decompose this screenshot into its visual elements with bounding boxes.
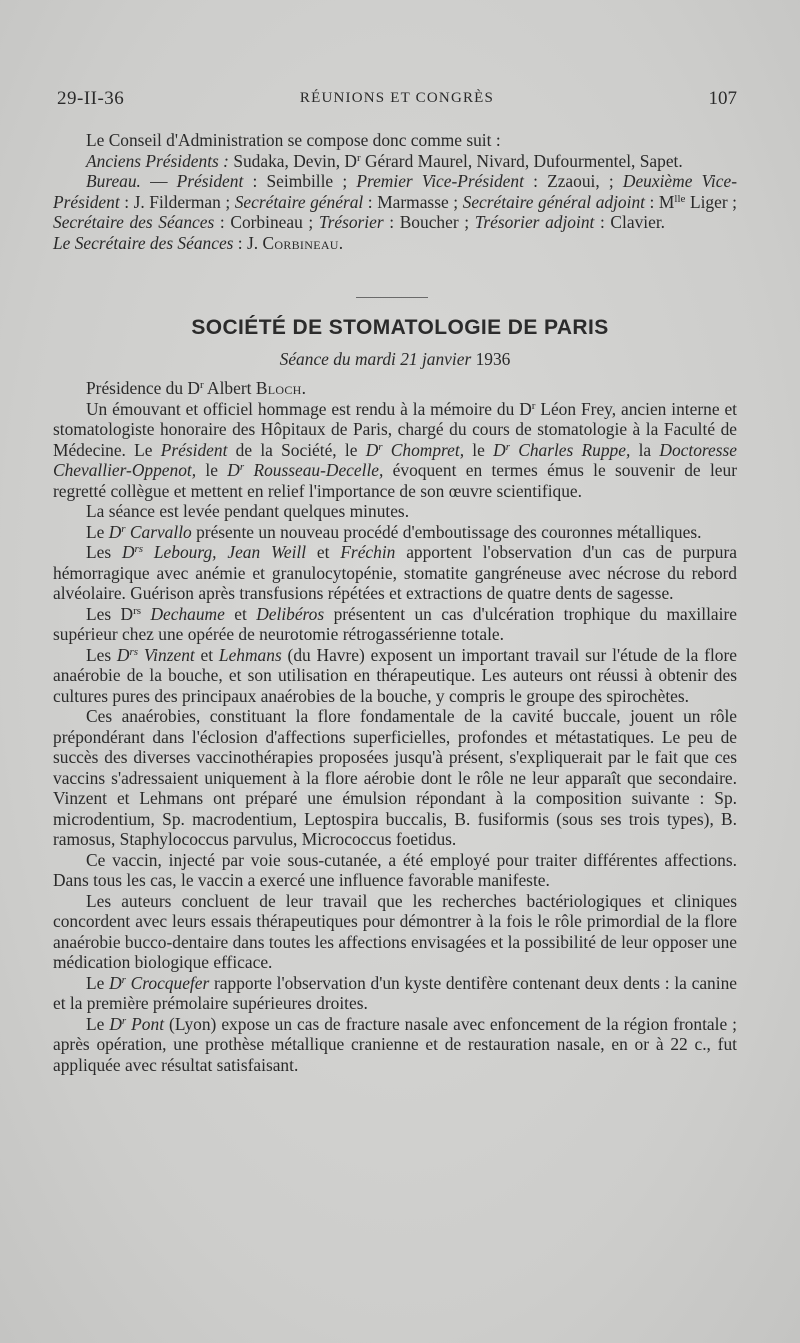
p6-name1: Vinzent xyxy=(138,644,195,665)
p1-ruppe-group xyxy=(493,440,630,460)
p1-chompret-group xyxy=(366,440,464,460)
sg-label: Secrétaire général xyxy=(234,191,364,212)
p5-b: présentent un cas d'ulcération trophique du maxillaire supérieur chez une opérée de neurotomie rétrogassérienne totale. xyxy=(53,603,737,644)
seance-block xyxy=(53,378,737,1075)
p5-et: et xyxy=(224,603,257,624)
sga-sup: lle xyxy=(674,192,686,205)
p1-pres: Président xyxy=(160,439,228,460)
bureau xyxy=(53,171,737,253)
p5-sup: rs xyxy=(133,604,142,617)
p3-b: présente un nouveau procédé d'emboutissage des couronnes métalliques. xyxy=(191,521,702,542)
p6-b: (du Havre) exposent un important travail sur l'étude de la flore anaérobie de la bouche, et son utilisation en thérapeutique. Les auteurs ont réussi à obtenir des cultures pures des principaux anaérobies de la bouche, y compris le groupe des spirochètes. xyxy=(53,644,737,706)
p4-name-group xyxy=(122,542,306,562)
sg-value: : Marmasse ; xyxy=(363,191,463,212)
paragraph-conclusion: Les auteurs concluent de leur travail que les recherches bactériologiques et cliniques concordent avec leurs essais thérapeutiques pour démontrer à la fois le rôle primordial de la flore anaérobie bucco-dentaire dans toutes les affections envisagées et la possibilité de leur opposer une médication biologique efficace. xyxy=(53,890,737,972)
p4-b: apportent l'observation d'un cas de purpura hémorragique avec anémie et granulocytopénie, stomatite gangréneuse avec nécrose du rebord alvéolaire. Guérison après transfusions répétées et extractions de quatre dents de sagesse. xyxy=(53,542,737,603)
p4-d: D xyxy=(121,542,135,562)
running-title: RÉUNIONS ET CONGRÈS xyxy=(299,90,495,106)
p4-a: Les xyxy=(86,542,122,562)
president-value: : Seimbille ; xyxy=(243,171,357,191)
sga-label: Secrétaire général adjoint xyxy=(462,191,645,212)
p5-name1: Dechaume xyxy=(141,603,225,624)
presidence xyxy=(53,378,737,399)
p4-sup: rs xyxy=(134,543,144,555)
header-date: 29-II-36 xyxy=(57,88,125,109)
paragraph-carvallo xyxy=(53,522,737,543)
president-label: Président xyxy=(176,171,244,191)
page-number: 107 xyxy=(708,88,737,109)
p1-le2: le xyxy=(196,460,228,480)
bureau-label: Bureau. xyxy=(86,171,141,191)
p6-d-group xyxy=(117,645,138,665)
sga-value-b: Liger ; xyxy=(685,191,738,212)
p11-name: Pont xyxy=(126,1013,165,1034)
p6-et: et xyxy=(194,644,219,665)
p6-sup: rs xyxy=(129,645,139,658)
p1-chompret: Chompret, xyxy=(382,439,465,460)
p11-name-group xyxy=(109,1014,164,1034)
tresa-label: Trésorier adjoint xyxy=(474,212,595,232)
sup-r: r xyxy=(121,522,126,535)
p1-e: évoquent en termes émus le souvenir de leur regretté collègue et mettent en relief l'importance de son œuvre scientifique. xyxy=(53,460,737,501)
anciens-label: Anciens Présidents : xyxy=(86,150,229,171)
paragraph-pont xyxy=(53,1014,737,1076)
p11-b: (Lyon) expose un cas de fracture nasale avec enfoncement de la région frontale ; après opération, une prothèse métallique cranienne et de restauration nasale, en or à 22 c., fut appliquée avec résultat satisfaisant. xyxy=(53,1013,737,1075)
p4-name2: Fréchin xyxy=(340,542,396,562)
running-header xyxy=(57,88,737,114)
ss-label: Secrétaire des Séances xyxy=(53,212,215,232)
paragraph-vinzent xyxy=(53,645,737,707)
paragraph-vaccin: Ce vaccin, injecté par voie sous-cutanée, a été employé pour traiter différentes affections. Dans tous les cas, le vaccin a exercé une influence favorable manifeste. xyxy=(53,849,737,890)
signature-name: Corbineau. xyxy=(262,232,344,253)
conseil-block xyxy=(53,130,737,253)
paragraph-levee: La séance est levée pendant quelques minutes. xyxy=(86,501,410,521)
p11-d: D xyxy=(109,1013,122,1034)
subtitle-text: Séance du mardi 21 janvier xyxy=(279,349,476,369)
bureau-dash: — xyxy=(140,171,177,191)
presidence-a: Présidence du D xyxy=(86,378,200,398)
p1-d2: D xyxy=(493,439,506,460)
sup-r: r xyxy=(239,461,245,473)
p10-name-group xyxy=(109,973,209,993)
ss-value: : Corbineau ; xyxy=(214,212,319,232)
p10-d: D xyxy=(109,972,122,993)
anciens-names-b: Gérard Maurel, Nivard, Dufourmentel, Sapet. xyxy=(360,150,683,171)
section-divider xyxy=(356,297,428,298)
p1-rous: Rousseau-Decelle, xyxy=(244,460,384,480)
anciens-presidents xyxy=(53,151,737,172)
tresa-value: : Clavier. xyxy=(594,212,666,232)
sup-r: r xyxy=(505,440,510,453)
p1-d1: D xyxy=(365,439,379,460)
p10-b: rapporte l'observation d'un kyste dentifère contenant deux dents : la canine et la première prémolaire supérieures droites. xyxy=(53,972,737,1013)
sup-r: r xyxy=(121,973,126,986)
p3-a: Le xyxy=(86,521,109,542)
p1-b: Léon Frey, ancien interne et stomatologiste honoraire des Hôpitaux de Paris, chargé du cours de stomatologie à la Faculté de Médecine. Le xyxy=(53,398,738,460)
p4-et: et xyxy=(306,542,341,562)
presidence-name: Bloch. xyxy=(255,378,307,398)
sup-r: r xyxy=(356,151,361,164)
tres-value: : Boucher ; xyxy=(383,212,475,232)
p3-name: Carvallo xyxy=(125,521,192,542)
conseil-intro: Le Conseil d'Administration se compose donc comme suit : xyxy=(86,130,501,150)
p5-a: Les D xyxy=(86,603,134,624)
p3-name-group xyxy=(109,522,192,542)
p4-names: Lebourg, Jean Weill xyxy=(143,542,307,562)
p1-doct: Doctoresse Chevallier-Oppenot, xyxy=(53,439,737,480)
subtitle-year: 1936 xyxy=(475,349,511,369)
paragraph-lebourg xyxy=(53,542,737,604)
p10-a: Le xyxy=(86,972,110,993)
p6-name2: Lehmans xyxy=(218,644,282,665)
sup-r: r xyxy=(199,379,204,391)
p1-a: Un émouvant et officiel hommage est rendu à la mémoire du D xyxy=(86,398,532,419)
sup-r: r xyxy=(121,1014,127,1027)
presidence-b: Albert xyxy=(203,378,256,398)
vp2-value: : J. Filderman ; xyxy=(119,191,235,212)
section-subtitle xyxy=(0,349,790,370)
signature-sep: : J. xyxy=(233,232,263,253)
tres-label: Trésorier xyxy=(318,212,384,232)
p10-name: Crocquefer xyxy=(125,972,210,993)
p1-le: le xyxy=(464,439,494,460)
paragraph-crocquefer xyxy=(53,973,737,1014)
vp1-label: Premier Vice-Président xyxy=(356,171,524,191)
paragraph-dechaume xyxy=(53,604,737,645)
p5-name2: Delibéros xyxy=(256,603,325,624)
sga-value-a: : M xyxy=(644,191,675,212)
vp1-value: : Zzaoui, ; xyxy=(523,171,623,191)
p1-c: de la Société, le xyxy=(227,439,366,460)
paragraph-hommage xyxy=(53,399,737,502)
p11-a: Le xyxy=(86,1013,110,1034)
sup-r: r xyxy=(531,399,536,412)
p6-a: Les xyxy=(86,644,117,665)
paragraph-anaerobies: Ces anaérobies, constituant la flore fondamentale de la cavité buccale, jouent un rôle prépondérant dans l'éclosion d'affections superficielles, profondes et métastatiques. Le peu de succès des diverses vaccinothérapies proposées jusqu'à présent, s'expliquerait par le fait que ces vaccins s'adressaient uniquement à la flore aérobie dont le rôle ne leur apparaît que secondaire. Vinzent et Lehmans ont préparé une émulsion répondant à la composition suivante : Sp. microdentium, Sp. macrodentium, Leptospira buccalis, B. fusiformis (sous ses trois types), B. ramosus, Staphylococcus parvulus, Micrococcus foetidus. xyxy=(53,706,737,849)
anciens-names-a: Sudaka, Devin, D xyxy=(228,150,357,171)
sup-r: r xyxy=(378,440,383,453)
p1-ruppe: Charles Ruppe, xyxy=(509,439,631,460)
p1-d3: D xyxy=(227,460,240,480)
p1-la: la xyxy=(630,439,660,460)
vp2-label: Deuxième Vice-Président xyxy=(53,171,737,212)
p6-d: D xyxy=(116,644,130,665)
signature-label: Le Secrétaire des Séances xyxy=(53,232,234,253)
section-title: SOCIÉTÉ DE STOMATOLOGIE DE PARIS xyxy=(191,316,609,339)
p3-d: D xyxy=(108,521,122,542)
p1-rous-group xyxy=(227,460,383,480)
